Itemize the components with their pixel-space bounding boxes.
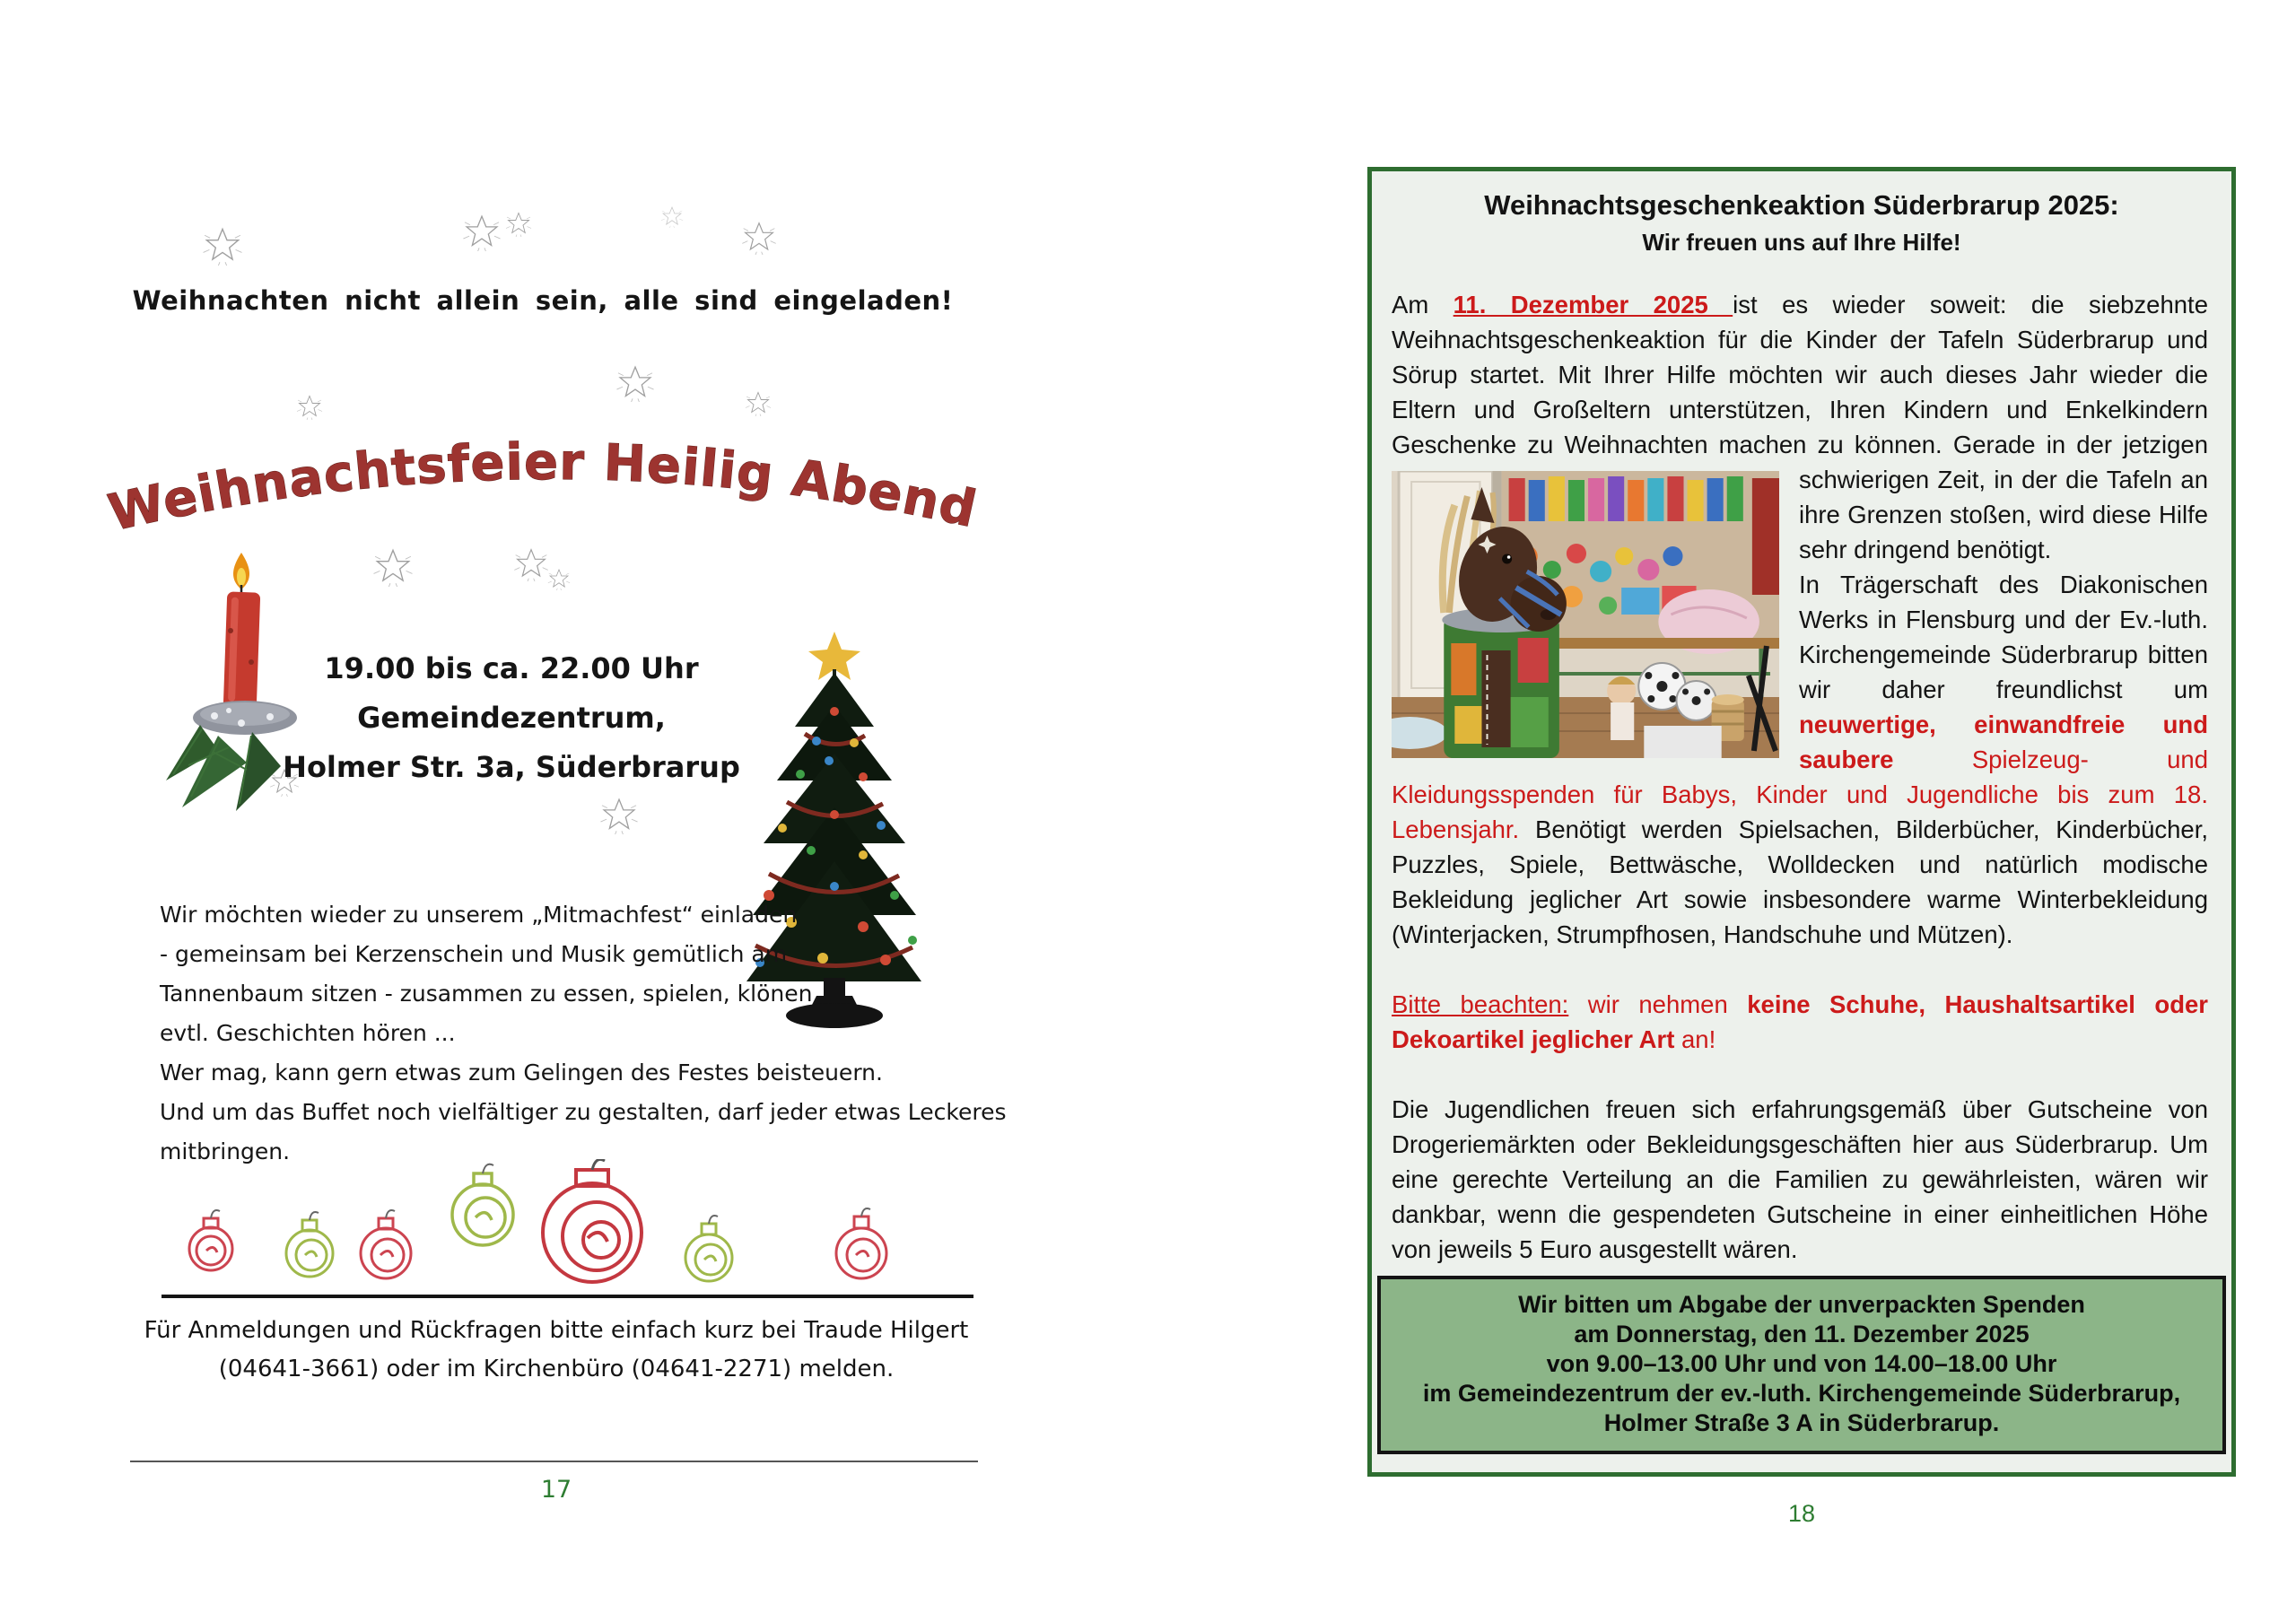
para2-red-bold: neuwertige, einwandfreie und saubere (1799, 711, 2208, 773)
dropoff-line: von 9.00–13.00 Uhr und von 14.00–18.00 Uhr (1546, 1350, 2057, 1377)
star-icon (741, 219, 777, 255)
star-icon (202, 224, 243, 266)
page-number-18: 18 (1787, 1500, 1816, 1527)
para1-wrap: Zeit, in der die Tafeln an ihre Grenzen stoßen, wird diese Hilfe sehr dringend benötigt. (1799, 466, 2208, 563)
donations-photo (1392, 471, 1779, 758)
campaign-title: Weihnachtsgeschenkeaktion Süderbrarup 2025: (1484, 189, 2119, 221)
event-address: Holmer Str. 3a, Süderbrarup (283, 750, 740, 784)
campaign-date: 11. Dezember 2025 (1453, 291, 1733, 318)
notice-mid: wir nehmen (1568, 990, 1748, 1018)
ornaments-illustration (135, 1159, 942, 1303)
contact-info (117, 1312, 996, 1389)
dropoff-info-box (1377, 1276, 2226, 1454)
para2-lead: In Trägerschaft des Diakonischen Werks in Flensburg und der Ev.-luth. Kirchengemeinde Süderbrarup bitten wir daher freundlichst um (1799, 571, 2208, 703)
body-line: mitbringen. (160, 1138, 291, 1164)
notice-paragraph (1392, 987, 2208, 1057)
invitation-tagline: Weihnachten nicht allein sein, alle sind eingeladen! (132, 285, 954, 316)
dropoff-line: Holmer Straße 3 A in Süderbrarup. (1603, 1409, 2000, 1436)
body-line: evtl. Geschichten hören ... (160, 1020, 456, 1046)
divider-line (162, 1295, 973, 1298)
notice-end: an! (1674, 1025, 1716, 1053)
notice-bold: keine Schuhe, Haushaltsartikel oder Dekoartikel jeglicher Art (1392, 990, 2208, 1053)
event-title-text: Weihnachtsfeier Heilig Abend (103, 432, 982, 544)
svg-text:Weihnachtsfeier Heilig Abend (103, 433, 982, 543)
footer-line (130, 1461, 978, 1462)
page-number-17: 17 (540, 1476, 572, 1504)
contact-line: (04641-3661) oder im Kirchenbüro (04641-2271) melden. (218, 1356, 895, 1382)
para1-text: ist es wieder soweit: die siebzehnte Weihnachtsgeschenkeaktion für die Kinder der Tafeln Süderbrarup und Sörup startet. Mit Ihrer Hilfe möchten wir auch dieses Jahr wieder die Eltern und Großeltern unterstützen, Ihren Kindern und Enkelkindern Geschenke zu Weihnachten machen zu können. Gerade in der jetzigen schwierigen (1392, 291, 2208, 493)
star-icon (547, 567, 571, 590)
star-icon (660, 205, 684, 228)
star-icon (505, 210, 532, 237)
body-line: Und um das Buffet noch vielfältiger zu gestalten, darf jeder etwas Leckeres (160, 1099, 1007, 1125)
para2-red: Spielzeug- und Kleidungsspenden für Babys, Kinder und Jugendliche bis zum 18. Lebensjahr. (1392, 746, 2208, 843)
event-title (76, 395, 1009, 565)
notice-label: Bitte beachten: (1392, 990, 1569, 1018)
dropoff-line: Wir bitten um Abgabe der unverpackten Spenden (1518, 1291, 2085, 1318)
campaign-subtitle: Wir freuen uns auf Ihre Hilfe! (1642, 229, 1961, 256)
star-icon (462, 212, 502, 251)
event-time: 19.00 bis ca. 22.00 Uhr (324, 651, 699, 685)
para1-prefix: Am (1392, 291, 1454, 318)
event-venue: Gemeindezentrum, (357, 701, 666, 735)
event-description (160, 895, 1007, 1172)
campaign-body (1392, 287, 2208, 952)
body-line: Wer mag, kann gern etwas zum Gelingen des Festes beisteuern. (160, 1060, 883, 1086)
body-line: - gemeinsam bei Kerzenschein und Musik gemütlich am (160, 941, 788, 967)
right-page-panel (1367, 167, 2236, 1477)
dropoff-line: am Donnerstag, den 11. Dezember 2025 (1574, 1321, 2030, 1347)
body-line: Wir möchten wieder zu unserem „Mitmachfest“ einladen (160, 902, 798, 928)
para2-rest: Benötigt werden Spielsachen, Bilderbücher, Kinderbücher, Puzzles, Spiele, Bettwäsche, Wolldecken und natürlich modische Bekleidung jeglicher Art sowie insbesondere warme Winterbekleidung (Winterjacken, Strumpfhosen, Handschuhe und Mützen). (1392, 815, 2208, 948)
contact-line: Für Anmeldungen und Rückfragen bitte einfach kurz bei Traude Hilgert (144, 1317, 969, 1344)
star-icon (599, 795, 639, 834)
dropoff-line: im Gemeindezentrum der ev.-luth. Kirchengemeinde Süderbrarup, (1422, 1380, 2181, 1407)
voucher-paragraph: Die Jugendlichen freuen sich erfahrungsgemäß über Gutscheine von Drogeriemärkten oder Bekleidungsgeschäften hier aus Süderbrarup. Um eine gerechte Verteilung an die Familien zu gewährleisten, wären wir dankbar, wenn die gespendeten Gutscheine in einer einheitlichen Höhe von jeweils 5 Euro ausgestellt wären. (1392, 1095, 2208, 1263)
body-line: Tannenbaum sitzen - zusammen zu essen, spielen, klönen, (160, 981, 820, 1007)
